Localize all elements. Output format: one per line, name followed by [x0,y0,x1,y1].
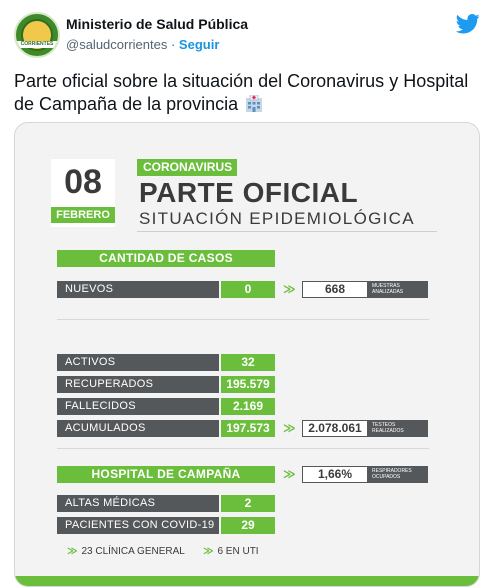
row-label-covid: PACIENTES CON COVID-19 [57,517,219,534]
bottom-strip [15,576,479,586]
clinica-text: 23 CLÍNICA GENERAL [81,546,185,557]
row-value-activos: 32 [221,354,275,371]
row-label-nuevos: NUEVOS [57,281,219,298]
twitter-bird-icon[interactable] [456,14,480,34]
date-day: 08 [64,163,102,201]
respiradores-label: RESPIRADORES OCUPADOS [368,466,428,483]
respiradores-value: 1,66% [302,466,368,483]
cases-header: CANTIDAD DE CASOS [57,250,275,267]
title-divider [137,231,437,232]
uti-note [203,546,259,558]
section-divider [57,448,429,449]
section-divider [57,319,429,320]
author-line [66,37,219,52]
row-value-covid: 29 [221,517,275,534]
report-subtitle: SITUACIÓN EPIDEMIOLÓGICA [139,209,415,228]
uti-text: 6 EN UTI [217,546,259,557]
chevron-double-icon: ≫ [283,282,296,296]
follow-button[interactable]: Seguir [178,37,220,52]
separator-dot: · [167,37,179,52]
avatar-caption: CORRIENTES [20,41,54,47]
muestras-value: 668 [302,281,368,298]
tweet-body: Parte oficial sobre la situación del Coronavirus y Hospital de Campaña de la provincia [14,71,469,114]
muestras-label: MUESTRAS ANALIZADAS [368,281,428,298]
testeos-value: 2.078.061 [302,420,368,437]
chevron-double-icon: ≫ [283,421,296,435]
row-label-acumulados: ACUMULADOS [57,420,219,437]
row-label-activos: ACTIVOS [57,354,219,371]
avatar[interactable] [14,12,60,58]
author-handle[interactable]: @saludcorrientes [66,37,168,52]
chevron-double-icon: ≫ [67,546,78,557]
coronavirus-tag: CORONAVIRUS [137,159,237,176]
date-month: FEBRERO [51,207,115,223]
report-title: PARTE OFICIAL [139,177,359,208]
chevron-double-icon: ≫ [283,467,296,481]
author-name[interactable]: Ministerio de Salud Pública [66,16,249,32]
row-value-altas: 2 [221,495,275,512]
row-label-fallecidos: FALLECIDOS [57,398,219,415]
row-label-altas: ALTAS MÉDICAS [57,495,219,512]
row-value-nuevos: 0 [221,281,275,298]
row-value-recuperados: 195.579 [221,376,275,393]
tweet-text [14,70,480,116]
hospital-header: HOSPITAL DE CAMPAÑA [57,466,275,483]
date-badge [51,159,115,227]
hospital-emoji-icon [245,95,263,112]
row-value-fallecidos: 2.169 [221,398,275,415]
report-image[interactable] [14,122,480,587]
chevron-double-icon: ≫ [203,546,214,557]
clinica-note [67,546,185,558]
testeos-label: TESTEOS REALIZADOS [368,420,428,437]
row-label-recuperados: RECUPERADOS [57,376,219,393]
row-value-acumulados: 197.573 [221,420,275,437]
